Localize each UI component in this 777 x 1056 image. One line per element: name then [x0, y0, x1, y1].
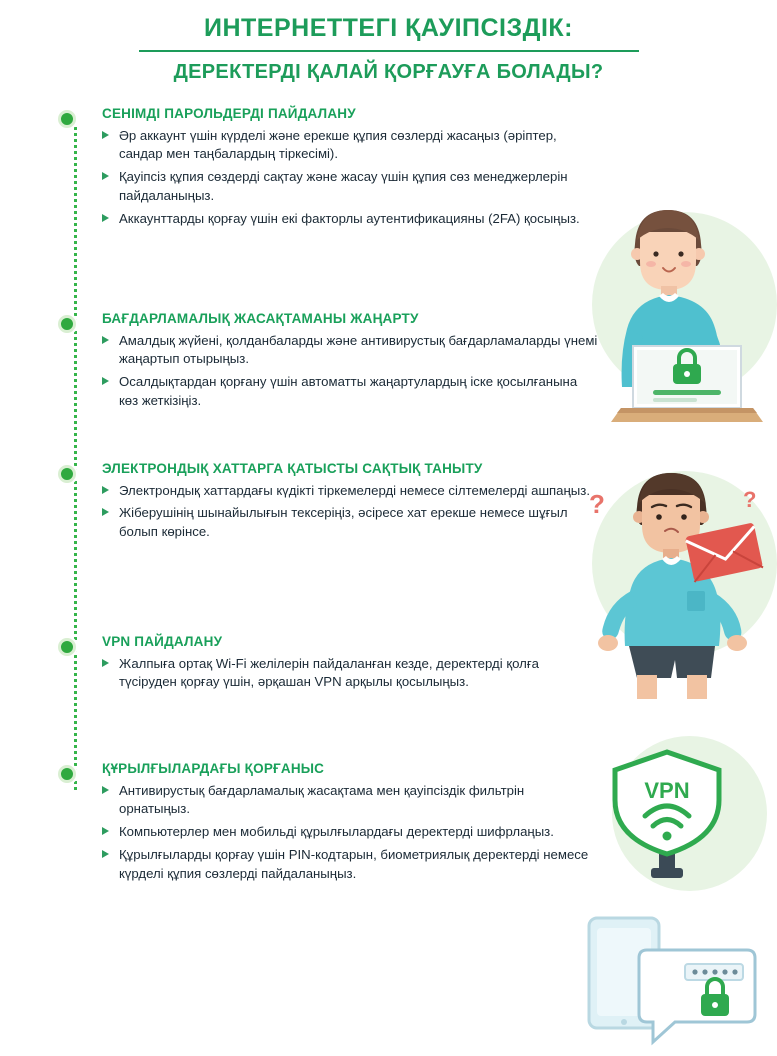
list-item: [102, 655, 598, 692]
person-laptop-svg: [577, 196, 777, 426]
list-item: [102, 127, 598, 164]
vpn-label: VPN: [644, 777, 690, 803]
list-item: [102, 210, 598, 229]
triangle-bullet-icon: [102, 850, 109, 858]
section-title: СЕНІМДІ ПАРОЛЬДЕРДІ ПАЙДАЛАНУ: [102, 105, 356, 121]
list-item: [102, 504, 598, 541]
list-item: [102, 168, 598, 205]
list-item-text: Антивирустық бағдарламалық жасақтама мен қауіпсіздік фильтрін орнатыңыз.: [119, 782, 525, 817]
list-item-text: Амалдық жүйені, қолданбаларды және антивирустық бағдарламаларды үнемі жаңартып отырыңыз.: [119, 332, 598, 367]
laptop-icon: [611, 346, 763, 422]
triangle-bullet-icon: [102, 508, 109, 516]
section-title: VPN ПАЙДАЛАНУ: [102, 633, 223, 649]
page-title-line1: ИНТЕРНЕТТЕГІ ҚАУІПСІЗДІК:: [204, 14, 573, 42]
section-email-caution: [58, 461, 598, 546]
section-software-updates: [58, 311, 598, 415]
title-divider: [139, 50, 639, 52]
vpn-shield-illustration: [589, 736, 769, 886]
triangle-bullet-icon: [102, 172, 109, 180]
list-item: [102, 332, 598, 369]
list-item-text: Әр аккаунт үшін күрделі және ерекше құпия сөзлерді жасаңыз (әріптер, сандар мен таңбалардың тіркесімі).: [119, 127, 557, 162]
page-title-line2: ДЕРЕКТЕРДІ ҚАЛАЙ ҚОРҒАУҒА БОЛАДЫ?: [173, 60, 604, 83]
triangle-bullet-icon: [102, 486, 109, 494]
triangle-bullet-icon: [102, 131, 109, 139]
section-items: [102, 127, 598, 229]
person-email-svg: [567, 451, 777, 706]
list-item: [102, 482, 598, 501]
list-item-text: Электрондық хаттардағы күдікті тіркемелерді немесе сілтемелерді ашпаңыз.: [119, 482, 590, 498]
timeline-dot-icon: [58, 110, 76, 128]
triangle-bullet-icon: [102, 377, 109, 385]
confused-person-with-envelope-illustration: [567, 451, 777, 706]
list-item-text: Осалдықтардан қорғану үшін автоматты жаңартулардың іске қосылғанына көз жеткізіңіз.: [119, 374, 578, 408]
section-items: [102, 655, 598, 692]
list-item: [102, 823, 598, 842]
phone-and-tablet-security-illustration: [581, 906, 771, 1056]
list-item-text: Компьютерлер мен мобильді құрылғылардағы деректерді шифрлаңыз.: [119, 824, 554, 840]
section-strong-passwords: [58, 106, 598, 233]
triangle-bullet-icon: [102, 659, 109, 667]
list-item-text: Қауіпсіз құпия сөздерді сақтау және жасау үшін құпия сөз менеджерлерін пайдаланыңыз.: [119, 169, 568, 203]
section-device-protection: [58, 761, 598, 888]
vpn-shield-svg: [589, 736, 769, 886]
section-items: [102, 332, 598, 411]
person-with-laptop-illustration: [577, 196, 777, 426]
timeline-dot-icon: [58, 765, 76, 783]
section-title: ҚҰРЫЛҒЫЛАРДАҒЫ ҚОРҒАНЫС: [102, 760, 325, 776]
poster-content: [0, 106, 777, 956]
timeline-dot-icon: [58, 465, 76, 483]
list-item-text: Жіберушінің шынайылығын тексеріңіз, әсіресе хат ерекше немесе шұғыл болып көрінсе.: [119, 505, 568, 540]
devices-svg: [581, 906, 771, 1056]
list-item-text: Жалпыға ортақ Wi-Fi желілерін пайдаланған кезде, деректерді қолға түсіруден қорғау үшін, әрқашан VPN арқылы қосылыңыз.: [119, 655, 539, 690]
list-item: [102, 373, 598, 410]
list-item: [102, 782, 598, 819]
timeline-dot-icon: [58, 315, 76, 333]
list-item-text: Құрылғыларды қорғау үшін PIN-кодтарын, биометриялық деректерді немесе күрделі құпия сөзлерді пайдаланыңыз.: [119, 846, 589, 881]
svg-text:?: ?: [743, 486, 757, 512]
section-title: БАҒДАРЛАМАЛЫҚ ЖАСАҚТАМАНЫ ЖАҢАРТУ: [102, 310, 419, 326]
section-items: [102, 482, 598, 542]
svg-text:?: ?: [589, 488, 605, 519]
section-items: [102, 782, 598, 884]
triangle-bullet-icon: [102, 786, 109, 794]
section-vpn: [58, 634, 598, 696]
triangle-bullet-icon: [102, 336, 109, 344]
triangle-bullet-icon: [102, 214, 109, 222]
timeline-dot-icon: [58, 638, 76, 656]
section-title: ЭЛЕКТРОНДЫҚ ХАТТАРГА ҚАТЫСТЫ САҚТЫҚ ТАНЫТУ: [102, 460, 483, 476]
list-item: [102, 846, 598, 883]
poster-header: [0, 0, 777, 84]
list-item-text: Аккаунттарды қорғау үшін екі факторлы аутентификацияны (2FA) қосыңыз.: [119, 210, 580, 226]
triangle-bullet-icon: [102, 827, 109, 835]
